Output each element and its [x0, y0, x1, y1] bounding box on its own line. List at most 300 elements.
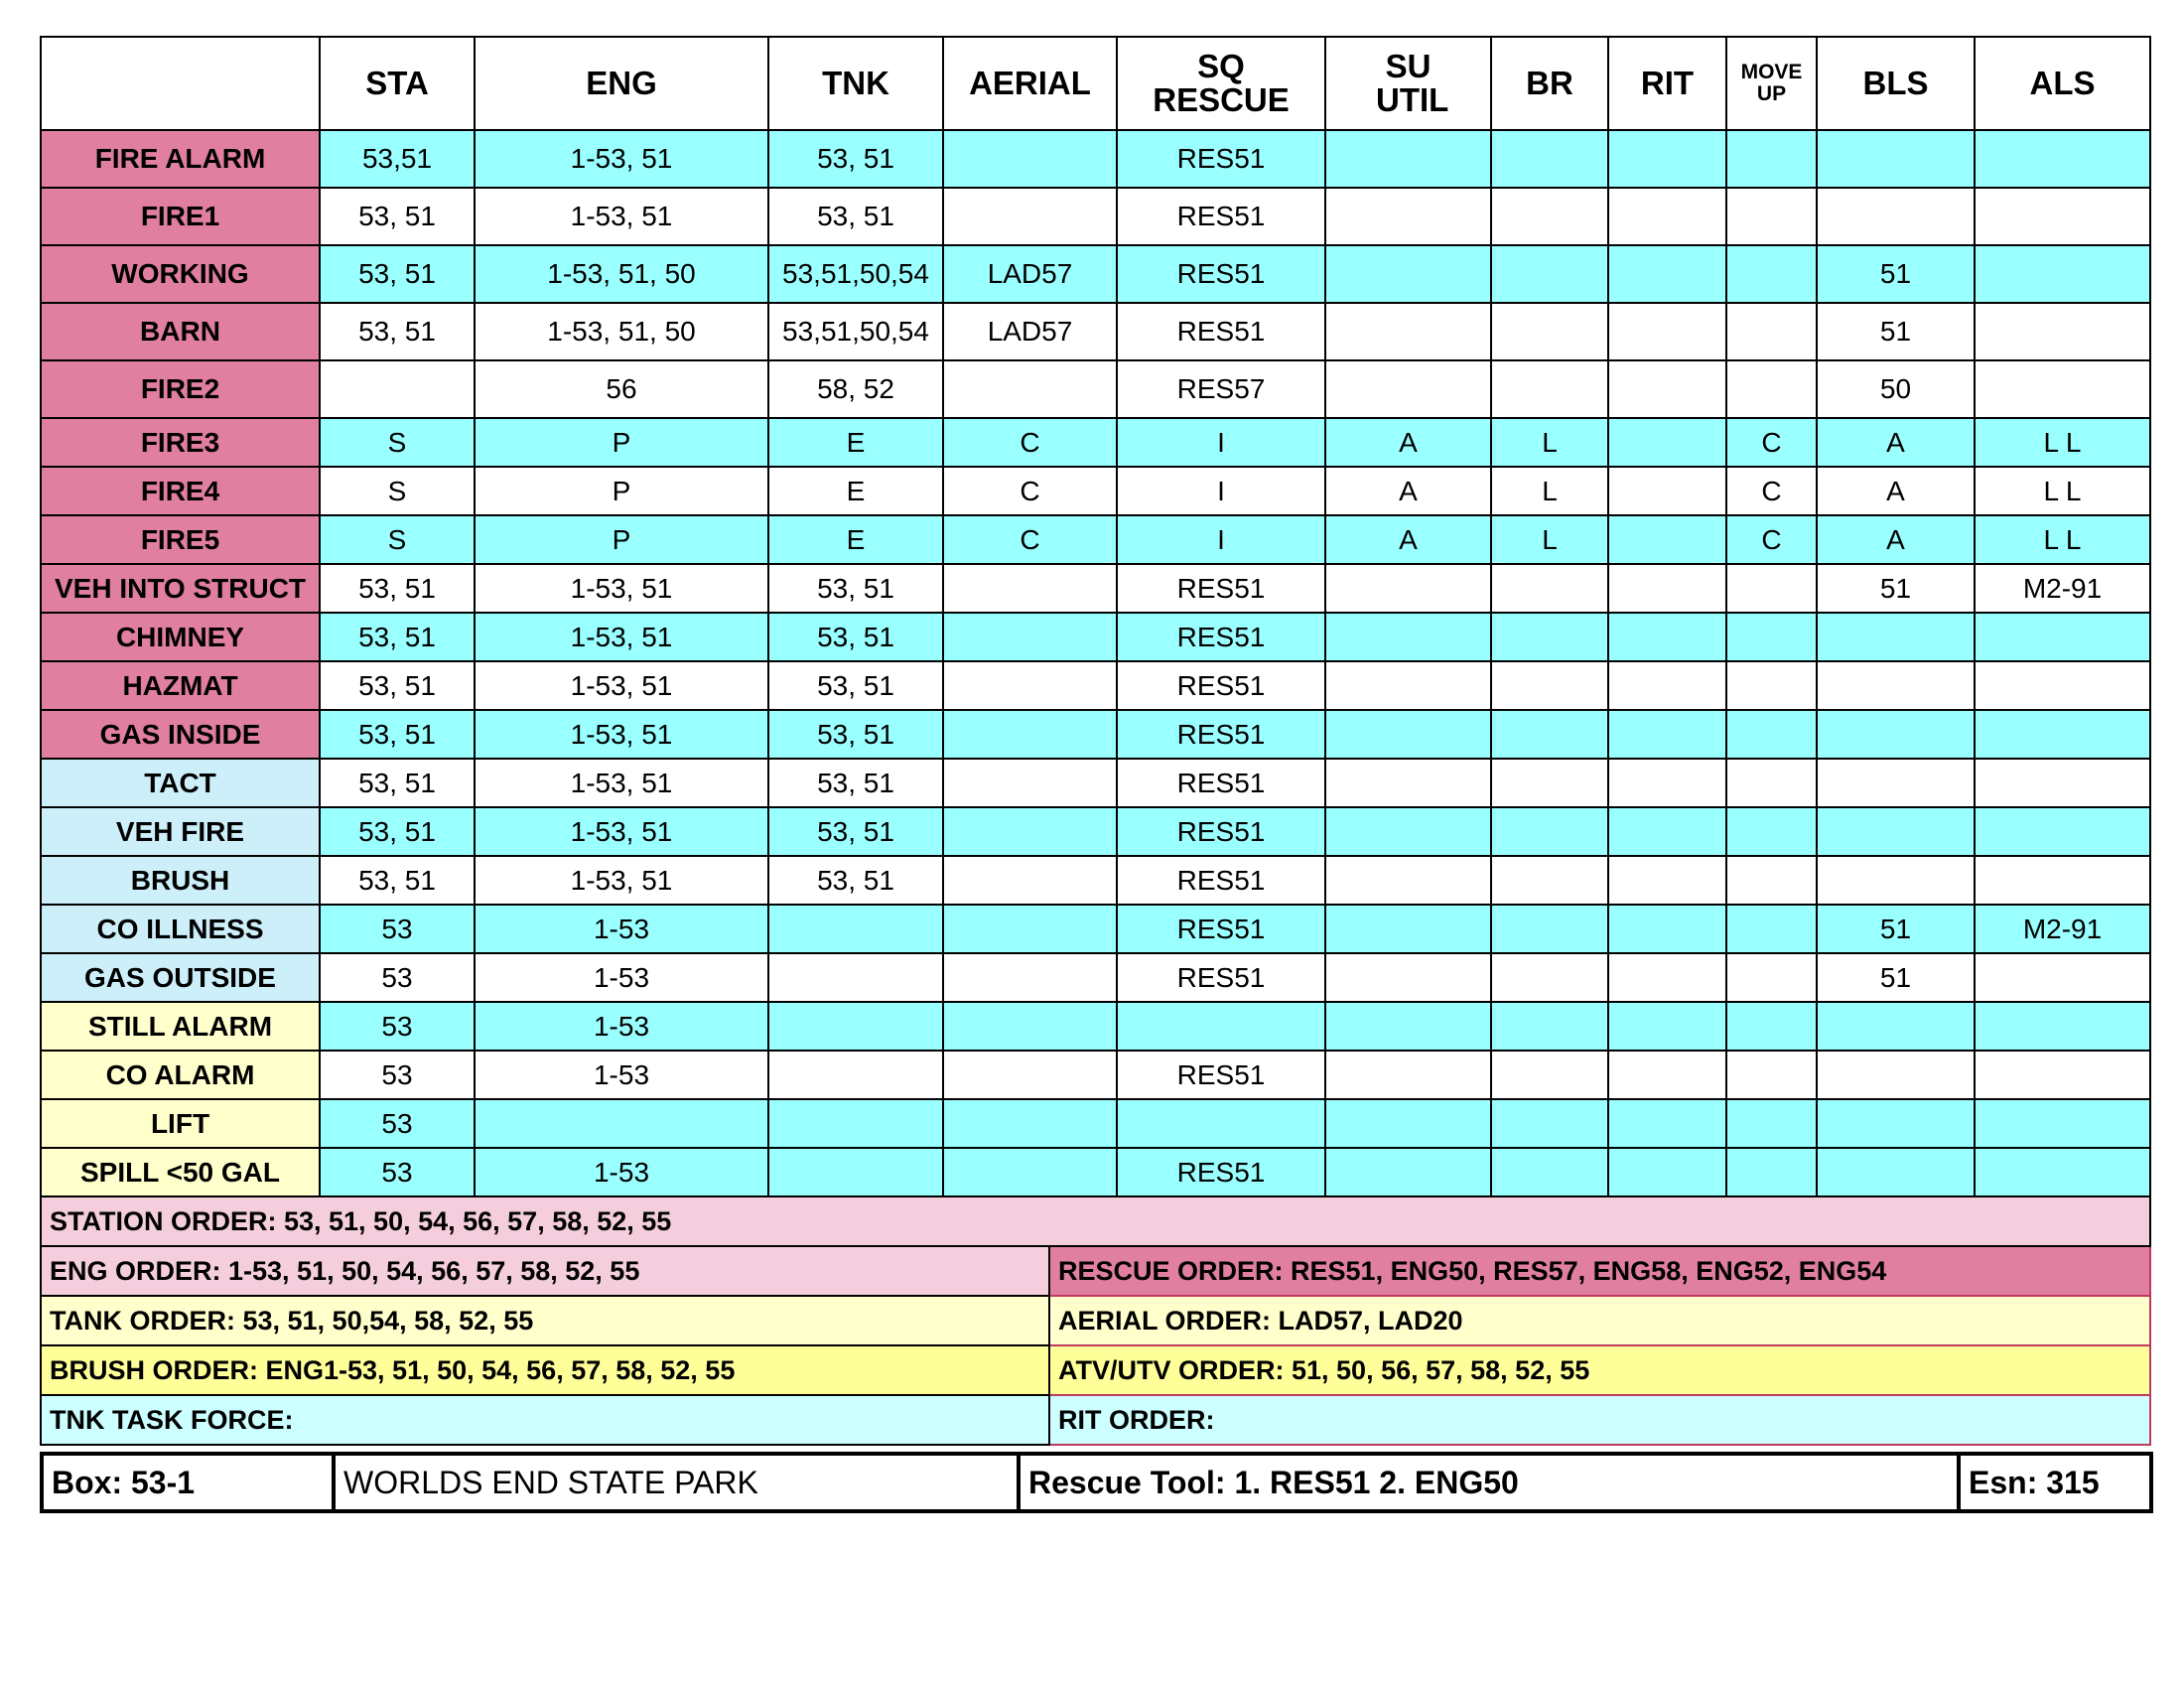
row-label: FIRE4: [41, 467, 320, 515]
row-label: CHIMNEY: [41, 613, 320, 661]
table-cell: [1817, 710, 1975, 759]
table-cell: [1975, 661, 2150, 710]
table-cell: [475, 1099, 768, 1148]
row-label: STILL ALARM: [41, 1002, 320, 1051]
table-cell: 1-53, 51: [475, 130, 768, 188]
table-cell: [1726, 905, 1817, 953]
table-row: [41, 130, 2150, 188]
table-cell: 53, 51: [768, 807, 943, 856]
table-cell: [1817, 613, 1975, 661]
table-cell: [1726, 856, 1817, 905]
table-cell: 53: [320, 953, 475, 1002]
table-row: [41, 188, 2150, 245]
table-cell: 53, 51: [768, 661, 943, 710]
table-row: [41, 245, 2150, 303]
header-tnk: TNK: [768, 37, 943, 130]
table-row: [41, 564, 2150, 613]
table-cell: [1817, 661, 1975, 710]
row-label: LIFT: [41, 1099, 320, 1148]
table-cell: A: [1325, 418, 1491, 467]
table-cell: [1726, 1099, 1817, 1148]
table-cell: [1608, 1148, 1726, 1196]
table-cell: 51: [1817, 245, 1975, 303]
table-cell: [768, 953, 943, 1002]
table-cell: [1726, 1051, 1817, 1099]
table-cell: 1-53: [475, 1002, 768, 1051]
table-cell: [1325, 856, 1491, 905]
header-sta: STA: [320, 37, 475, 130]
table-cell: 56: [475, 360, 768, 418]
box-number: Box: 53-1: [42, 1454, 334, 1511]
table-cell: [1117, 1099, 1325, 1148]
table-cell: 53, 51: [320, 303, 475, 360]
table-cell: 53, 51: [320, 807, 475, 856]
table-cell: [1608, 360, 1726, 418]
table-cell: RES51: [1117, 905, 1325, 953]
table-cell: [1608, 856, 1726, 905]
eng-order: ENG ORDER: 1-53, 51, 50, 54, 56, 57, 58, 52, 55: [41, 1246, 1049, 1296]
table-cell: [1608, 515, 1726, 564]
table-cell: 53, 51: [768, 759, 943, 807]
table-cell: RES51: [1117, 188, 1325, 245]
table-cell: [1975, 710, 2150, 759]
table-cell: [1608, 613, 1726, 661]
table-cell: [1817, 1099, 1975, 1148]
table-cell: 1-53, 51: [475, 613, 768, 661]
dispatch-grid: [40, 36, 2151, 1197]
table-cell: 53, 51: [320, 245, 475, 303]
esn-number: Esn: 315: [1959, 1454, 2151, 1511]
table-cell: [1491, 953, 1608, 1002]
table-cell: L L: [1975, 467, 2150, 515]
table-cell: C: [1726, 515, 1817, 564]
table-cell: [1726, 710, 1817, 759]
row-label: CO ILLNESS: [41, 905, 320, 953]
table-cell: [1726, 953, 1817, 1002]
table-cell: [1726, 188, 1817, 245]
table-cell: [943, 759, 1117, 807]
table-cell: [768, 1148, 943, 1196]
table-cell: [1726, 564, 1817, 613]
table-cell: [1726, 130, 1817, 188]
row-label: VEH INTO STRUCT: [41, 564, 320, 613]
table-cell: RES51: [1117, 130, 1325, 188]
table-cell: [1975, 613, 2150, 661]
table-cell: [1608, 467, 1726, 515]
table-cell: [1975, 953, 2150, 1002]
table-cell: [1726, 613, 1817, 661]
table-cell: [1325, 613, 1491, 661]
row-label: BARN: [41, 303, 320, 360]
table-cell: [1325, 807, 1491, 856]
table-cell: [1608, 418, 1726, 467]
table-cell: [1491, 245, 1608, 303]
table-cell: [1726, 360, 1817, 418]
table-cell: [768, 905, 943, 953]
table-cell: [1975, 245, 2150, 303]
table-cell: [1491, 130, 1608, 188]
table-cell: 1-53: [475, 953, 768, 1002]
table-cell: C: [1726, 418, 1817, 467]
table-cell: [1608, 759, 1726, 807]
table-cell: [1325, 360, 1491, 418]
table-cell: 53, 51: [320, 613, 475, 661]
table-cell: 53: [320, 905, 475, 953]
table-cell: [1817, 1148, 1975, 1196]
table-cell: [1325, 661, 1491, 710]
table-cell: 1-53, 51: [475, 759, 768, 807]
table-cell: 53, 51: [320, 661, 475, 710]
table-cell: RES51: [1117, 661, 1325, 710]
table-cell: 53, 51: [320, 710, 475, 759]
table-cell: E: [768, 515, 943, 564]
table-cell: [1975, 1099, 2150, 1148]
table-cell: [1608, 953, 1726, 1002]
table-cell: [1491, 564, 1608, 613]
table-cell: [1608, 905, 1726, 953]
table-cell: 53, 51: [768, 564, 943, 613]
table-cell: [1726, 303, 1817, 360]
table-row: [41, 905, 2150, 953]
table-cell: L L: [1975, 418, 2150, 467]
table-cell: [1608, 564, 1726, 613]
table-cell: 53,51,50,54: [768, 245, 943, 303]
table-cell: A: [1325, 467, 1491, 515]
table-cell: A: [1817, 515, 1975, 564]
table-cell: 53, 51: [768, 613, 943, 661]
row-label: HAZMAT: [41, 661, 320, 710]
table-cell: [1491, 905, 1608, 953]
table-cell: [943, 953, 1117, 1002]
table-cell: [943, 905, 1117, 953]
table-cell: [1726, 1148, 1817, 1196]
table-row: [41, 856, 2150, 905]
table-cell: [943, 360, 1117, 418]
table-cell: 51: [1817, 953, 1975, 1002]
table-cell: [1608, 807, 1726, 856]
table-cell: [943, 613, 1117, 661]
row-label: FIRE2: [41, 360, 320, 418]
table-cell: [1817, 759, 1975, 807]
table-cell: 53, 51: [320, 188, 475, 245]
table-cell: [943, 1099, 1117, 1148]
table-cell: [1325, 1051, 1491, 1099]
row-label: FIRE5: [41, 515, 320, 564]
table-cell: [1325, 1002, 1491, 1051]
table-cell: RES51: [1117, 1148, 1325, 1196]
atv-utv-order: ATV/UTV ORDER: 51, 50, 56, 57, 58, 52, 55: [1049, 1345, 2150, 1395]
table-cell: RES51: [1117, 245, 1325, 303]
table-cell: 51: [1817, 303, 1975, 360]
table-cell: P: [475, 515, 768, 564]
table-cell: C: [943, 418, 1117, 467]
orders-table: [40, 1196, 2151, 1446]
table-cell: [1975, 759, 2150, 807]
table-cell: 53, 51: [768, 130, 943, 188]
table-cell: [1325, 710, 1491, 759]
table-cell: I: [1117, 467, 1325, 515]
table-cell: 53: [320, 1099, 475, 1148]
table-cell: RES51: [1117, 564, 1325, 613]
table-cell: 58, 52: [768, 360, 943, 418]
table-cell: 1-53, 51: [475, 564, 768, 613]
table-row: [41, 710, 2150, 759]
header-eng: ENG: [475, 37, 768, 130]
location-name: WORLDS END STATE PARK: [334, 1454, 1019, 1511]
table-cell: P: [475, 418, 768, 467]
header-move-up: MOVE UP: [1726, 37, 1817, 130]
rescue-tool: Rescue Tool: 1. RES51 2. ENG50: [1019, 1454, 1959, 1511]
table-cell: 1-53: [475, 905, 768, 953]
table-cell: [1817, 188, 1975, 245]
table-cell: RES51: [1117, 759, 1325, 807]
header-als: ALS: [1975, 37, 2150, 130]
table-cell: [1608, 1002, 1726, 1051]
table-cell: [1325, 953, 1491, 1002]
table-cell: 1-53: [475, 1148, 768, 1196]
table-cell: [1975, 188, 2150, 245]
table-row: [41, 1002, 2150, 1051]
table-cell: A: [1817, 467, 1975, 515]
tank-order: TANK ORDER: 53, 51, 50,54, 58, 52, 55: [41, 1296, 1049, 1345]
table-cell: [943, 1051, 1117, 1099]
table-cell: [1608, 1051, 1726, 1099]
table-cell: S: [320, 515, 475, 564]
table-cell: RES51: [1117, 953, 1325, 1002]
table-cell: 1-53, 51: [475, 856, 768, 905]
row-label: FIRE1: [41, 188, 320, 245]
table-row: [41, 759, 2150, 807]
table-cell: RES51: [1117, 303, 1325, 360]
header-bls: BLS: [1817, 37, 1975, 130]
table-cell: [943, 188, 1117, 245]
table-row: [41, 418, 2150, 467]
header-br: BR: [1491, 37, 1608, 130]
table-cell: [1491, 1002, 1608, 1051]
table-cell: I: [1117, 418, 1325, 467]
table-cell: [1491, 360, 1608, 418]
row-label: TACT: [41, 759, 320, 807]
table-cell: [1491, 710, 1608, 759]
table-cell: [943, 564, 1117, 613]
tnk-task-force: TNK TASK FORCE:: [41, 1395, 1049, 1445]
table-row: [41, 953, 2150, 1002]
table-row: [41, 360, 2150, 418]
table-cell: C: [943, 467, 1117, 515]
table-cell: [1491, 1051, 1608, 1099]
table-cell: [1608, 1099, 1726, 1148]
row-label: VEH FIRE: [41, 807, 320, 856]
table-cell: [1325, 1148, 1491, 1196]
station-order: STATION ORDER: 53, 51, 50, 54, 56, 57, 58, 52, 55: [41, 1196, 2150, 1246]
table-row: [41, 1148, 2150, 1196]
row-label: BRUSH: [41, 856, 320, 905]
table-cell: [1608, 130, 1726, 188]
table-cell: [943, 661, 1117, 710]
table-cell: 1-53, 51: [475, 710, 768, 759]
table-cell: RES51: [1117, 856, 1325, 905]
table-cell: [1491, 1099, 1608, 1148]
table-cell: 53: [320, 1051, 475, 1099]
table-cell: 1-53, 51, 50: [475, 303, 768, 360]
table-cell: L L: [1975, 515, 2150, 564]
header-sq-rescue: SQ RESCUE: [1117, 37, 1325, 130]
table-cell: [1975, 1002, 2150, 1051]
table-cell: [943, 710, 1117, 759]
table-cell: [943, 807, 1117, 856]
table-cell: I: [1117, 515, 1325, 564]
table-cell: [1491, 613, 1608, 661]
table-cell: [1325, 759, 1491, 807]
table-cell: 1-53, 51: [475, 661, 768, 710]
table-cell: [1726, 245, 1817, 303]
run-card-sheet: [40, 36, 2149, 1513]
rescue-order: RESCUE ORDER: RES51, ENG50, RES57, ENG58, ENG52, ENG54: [1049, 1246, 2150, 1296]
table-cell: [1491, 303, 1608, 360]
table-row: [41, 303, 2150, 360]
table-cell: L: [1491, 515, 1608, 564]
table-cell: 50: [1817, 360, 1975, 418]
table-cell: [1491, 661, 1608, 710]
table-row: [41, 613, 2150, 661]
table-cell: S: [320, 418, 475, 467]
table-cell: [1325, 1099, 1491, 1148]
row-label: WORKING: [41, 245, 320, 303]
table-cell: [1491, 807, 1608, 856]
row-label: SPILL <50 GAL: [41, 1148, 320, 1196]
table-cell: [1608, 188, 1726, 245]
table-cell: RES51: [1117, 1051, 1325, 1099]
table-cell: 53, 51: [768, 710, 943, 759]
table-cell: [1491, 1148, 1608, 1196]
table-cell: 53: [320, 1002, 475, 1051]
table-cell: [1817, 1051, 1975, 1099]
table-cell: [943, 1002, 1117, 1051]
table-cell: C: [1726, 467, 1817, 515]
table-cell: 53, 51: [768, 188, 943, 245]
table-cell: [320, 360, 475, 418]
table-cell: [1325, 905, 1491, 953]
brush-order: BRUSH ORDER: ENG1-53, 51, 50, 54, 56, 57, 58, 52, 55: [41, 1345, 1049, 1395]
table-cell: [943, 1148, 1117, 1196]
table-cell: 1-53, 51: [475, 188, 768, 245]
table-cell: 53,51,50,54: [768, 303, 943, 360]
rit-order: RIT ORDER:: [1049, 1395, 2150, 1445]
table-cell: L: [1491, 418, 1608, 467]
table-cell: [1975, 130, 2150, 188]
table-cell: 51: [1817, 905, 1975, 953]
table-cell: E: [768, 467, 943, 515]
table-cell: A: [1325, 515, 1491, 564]
table-cell: 53, 51: [768, 856, 943, 905]
row-label: FIRE3: [41, 418, 320, 467]
table-cell: 53, 51: [320, 856, 475, 905]
table-cell: M2-91: [1975, 564, 2150, 613]
table-cell: [1325, 188, 1491, 245]
row-label: GAS OUTSIDE: [41, 953, 320, 1002]
table-cell: P: [475, 467, 768, 515]
table-cell: [1726, 1002, 1817, 1051]
table-cell: [1325, 564, 1491, 613]
table-cell: 53: [320, 1148, 475, 1196]
table-cell: [1608, 245, 1726, 303]
table-cell: RES51: [1117, 807, 1325, 856]
table-row: [41, 661, 2150, 710]
table-cell: S: [320, 467, 475, 515]
table-cell: LAD57: [943, 245, 1117, 303]
table-cell: 53, 51: [320, 759, 475, 807]
table-cell: [1975, 360, 2150, 418]
table-cell: [1726, 661, 1817, 710]
table-cell: [768, 1051, 943, 1099]
table-row: [41, 467, 2150, 515]
row-label: CO ALARM: [41, 1051, 320, 1099]
row-label: GAS INSIDE: [41, 710, 320, 759]
table-cell: [1325, 303, 1491, 360]
table-cell: A: [1817, 418, 1975, 467]
table-cell: E: [768, 418, 943, 467]
table-row: [41, 1099, 2150, 1148]
header-corner: [41, 37, 320, 130]
table-cell: [943, 130, 1117, 188]
table-cell: [768, 1002, 943, 1051]
header-su-util: SU UTIL: [1325, 37, 1491, 130]
table-cell: [1975, 303, 2150, 360]
table-cell: [1491, 856, 1608, 905]
header-aerial: AERIAL: [943, 37, 1117, 130]
table-cell: [1975, 1148, 2150, 1196]
table-cell: [1491, 759, 1608, 807]
table-cell: 1-53, 51: [475, 807, 768, 856]
table-cell: C: [943, 515, 1117, 564]
table-cell: L: [1491, 467, 1608, 515]
table-cell: RES51: [1117, 613, 1325, 661]
table-cell: [1325, 245, 1491, 303]
table-cell: [1325, 130, 1491, 188]
table-cell: 1-53: [475, 1051, 768, 1099]
table-row: [41, 807, 2150, 856]
table-cell: [1608, 710, 1726, 759]
row-label: FIRE ALARM: [41, 130, 320, 188]
aerial-order: AERIAL ORDER: LAD57, LAD20: [1049, 1296, 2150, 1345]
table-cell: [1817, 130, 1975, 188]
table-cell: [1491, 188, 1608, 245]
table-cell: [1726, 807, 1817, 856]
table-cell: 1-53, 51, 50: [475, 245, 768, 303]
table-cell: [1726, 759, 1817, 807]
table-row: [41, 1051, 2150, 1099]
footer-bar: [40, 1452, 2153, 1513]
table-cell: RES57: [1117, 360, 1325, 418]
table-row: [41, 515, 2150, 564]
table-cell: RES51: [1117, 710, 1325, 759]
header-rit: RIT: [1608, 37, 1726, 130]
table-cell: [768, 1099, 943, 1148]
table-cell: 53,51: [320, 130, 475, 188]
table-cell: 51: [1817, 564, 1975, 613]
table-cell: [1817, 856, 1975, 905]
table-cell: [1608, 661, 1726, 710]
table-cell: [1817, 807, 1975, 856]
header-row: [41, 37, 2150, 130]
table-cell: LAD57: [943, 303, 1117, 360]
table-cell: [1117, 1002, 1325, 1051]
table-cell: [1975, 856, 2150, 905]
table-cell: [1817, 1002, 1975, 1051]
table-cell: M2-91: [1975, 905, 2150, 953]
table-cell: [943, 856, 1117, 905]
table-cell: [1975, 1051, 2150, 1099]
